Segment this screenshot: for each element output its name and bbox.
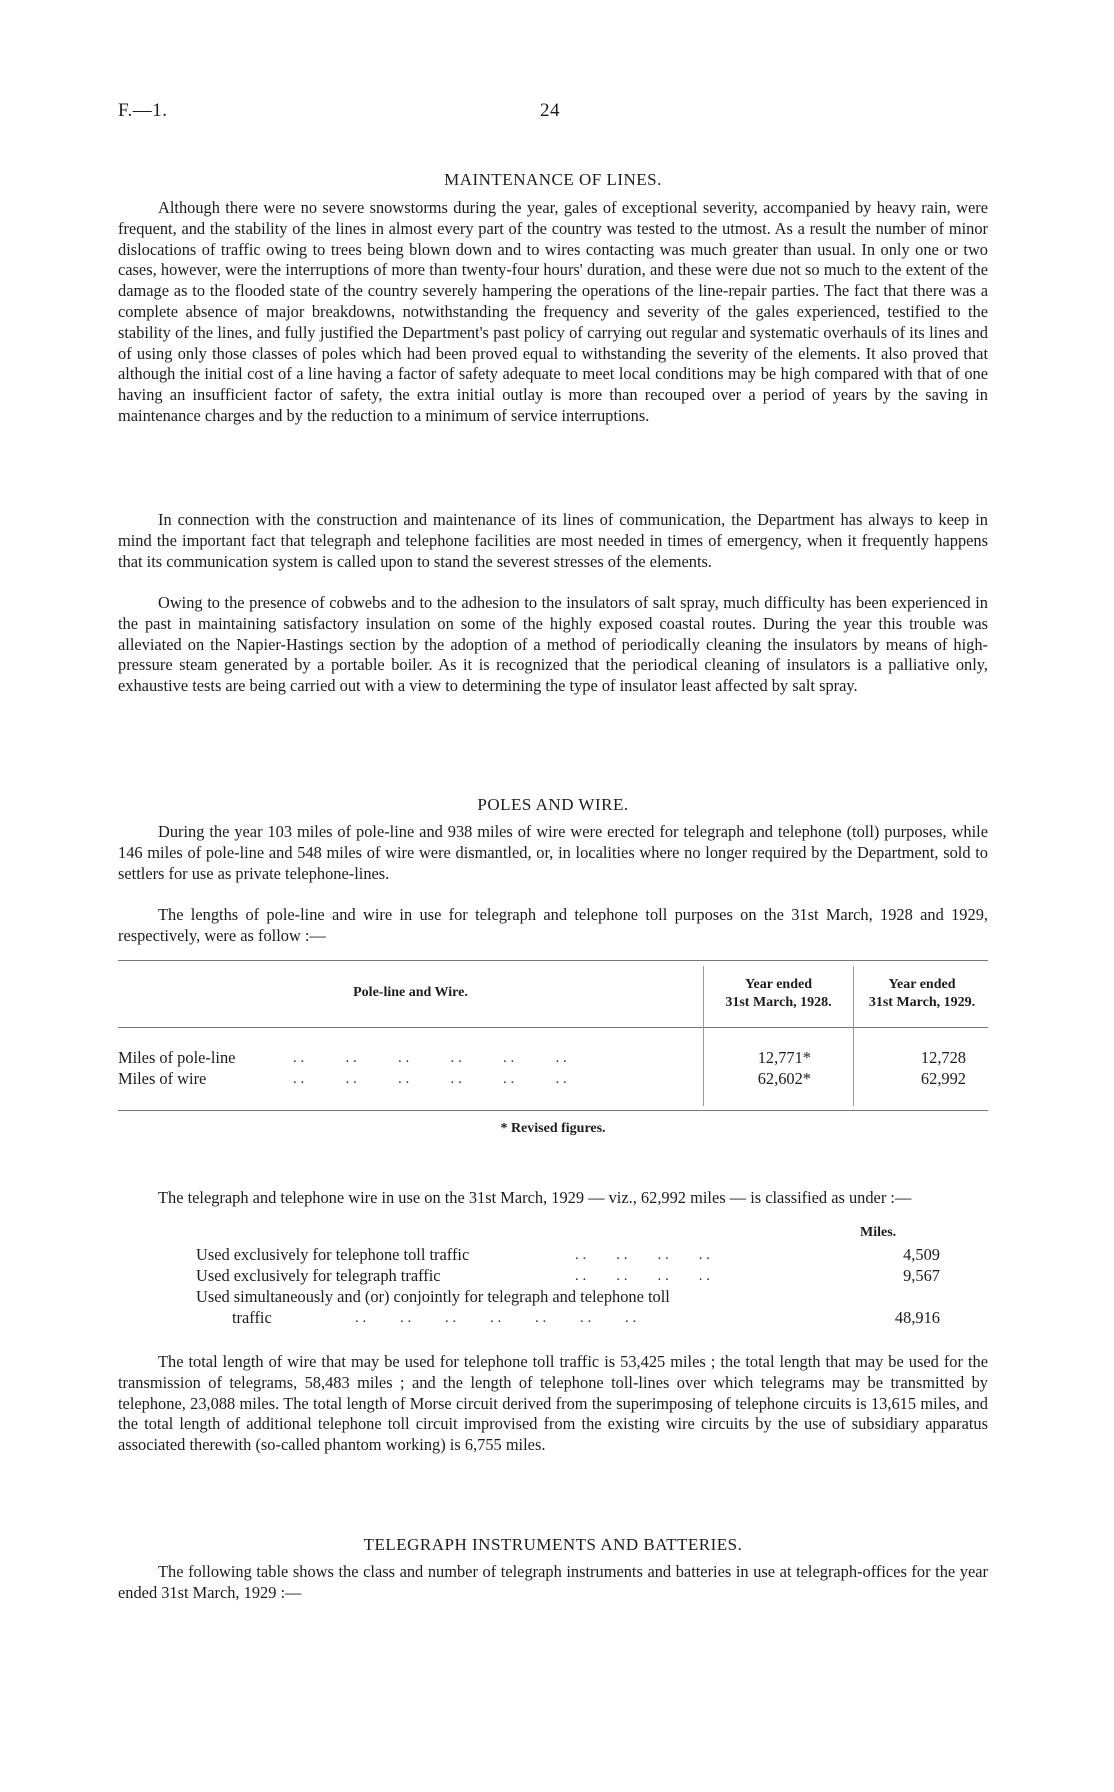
miles-column-header: Miles. bbox=[860, 1225, 897, 1240]
instruments-heading: TELEGRAPH INSTRUMENTS AND BATTERIES. bbox=[363, 1535, 743, 1554]
table-row-label: Miles of pole-line bbox=[118, 1048, 236, 1067]
poles-wire-table bbox=[118, 960, 988, 1120]
instruments-paragraph-1: The following table shows the class and number of telegraph instruments and batteries in use at telegraph-offices for the year ended 31st March, 1929 :— bbox=[118, 1562, 988, 1602]
poles-paragraph-4: The total length of wire that may be used for telephone toll traffic is 53,425 miles ; the total length that may be used for the transmission of telegrams, 58,483 miles ; and the length of telephone toll-lines over which telegrams may be transmitted by telephone, 23,088 miles. The total length of Morse circuit derived from the superimposing of telephone circuits is 13,615 miles, and the total length of additional telephone toll circuit improvised from the existing wire circuits by the use of subsidiary apparatus associated therewith (so-called phantom working) is 6,755 miles. bbox=[118, 1352, 988, 1455]
classification-item-label: Used exclusively for telephone toll traffic bbox=[196, 1245, 470, 1264]
maintenance-paragraph-2: In connection with the construction and maintenance of its lines of communication, the Department has always to keep in mind the important fact that telegraph and telephone facilities are most needed in times of emergency, when it frequently happens that its communication system is called upon to stand the severest stresses of the elements. bbox=[118, 510, 988, 571]
classification-item-label: Used simultaneously and (or) conjointly for telegraph and telephone toll bbox=[196, 1287, 670, 1306]
dot-leaders: . . . . . . . . . . . . bbox=[293, 1071, 567, 1087]
maintenance-heading: MAINTENANCE OF LINES. bbox=[444, 170, 662, 189]
poles-paragraph-3: The telegraph and telephone wire in use on the 31st March, 1929 — viz., 62,992 miles — is classified as under :— bbox=[158, 1188, 912, 1207]
header-1928-line2: 31st March, 1928. bbox=[725, 995, 832, 1010]
table-header-1928 bbox=[706, 976, 851, 1012]
classification-item-label: Used exclusively for telegraph traffic bbox=[196, 1266, 441, 1285]
table-footnote: * Revised figures. bbox=[500, 1121, 606, 1136]
table-cell-1929: 62,992 bbox=[920, 1069, 966, 1088]
classification-item-label-continued: traffic bbox=[232, 1308, 272, 1327]
poles-paragraph-1: During the year 103 miles of pole-line and 938 miles of wire were erected for telegraph and telephone (toll) purposes, while 146 miles of pole-line and 548 miles of wire were dismantled, or, in localities where no longer required by the Department, sold to settlers for use as private telephone-lines. bbox=[118, 822, 988, 883]
dot-leaders: . . . . . . . . . . . . bbox=[293, 1050, 567, 1066]
table-header-1929 bbox=[856, 976, 988, 1012]
classification-item-value: 4,509 bbox=[903, 1245, 940, 1264]
dot-leaders: . . . . . . . . . . . . . . bbox=[355, 1310, 637, 1326]
maintenance-paragraph-3: Owing to the presence of cobwebs and to the adhesion to the insulators of salt spray, much difficulty has been experienced in the past in maintaining satisfactory insulation on some of the highly exposed coastal routes. During the year this trouble was alleviated on the Napier-Hastings section by the adoption of a method of periodically cleaning the insulators by means of high-pressure steam generated by a portable boiler. As it is recognized that the periodical cleaning of insulators is a palliative only, exhaustive tests are being carried out with a view to determining the type of insulator least affected by salt spray. bbox=[118, 593, 988, 696]
table-top-rule bbox=[118, 960, 988, 961]
header-1928-line1: Year ended bbox=[744, 977, 813, 992]
header-1929-line1: Year ended bbox=[888, 977, 956, 992]
classification-item-value: 48,916 bbox=[894, 1308, 940, 1327]
table-header-rule bbox=[118, 1027, 988, 1028]
table-cell-1929: 12,728 bbox=[920, 1048, 966, 1067]
classification-item-value: 9,567 bbox=[903, 1266, 940, 1285]
table-column-divider bbox=[853, 966, 854, 1106]
table-row-label: Miles of wire bbox=[118, 1069, 207, 1088]
header-1929-line2: 31st March, 1929. bbox=[868, 995, 976, 1010]
document-reference: F.—1. bbox=[118, 100, 168, 121]
page-number: 24 bbox=[540, 100, 560, 121]
dot-leaders: . . . . . . . . bbox=[575, 1247, 710, 1263]
dot-leaders: . . . . . . . . bbox=[575, 1268, 710, 1284]
poles-paragraph-2: The lengths of pole-line and wire in use for telegraph and telephone toll purposes on the 31st March, 1928 and 1929, respectively, were as follow :— bbox=[118, 905, 988, 945]
poles-heading: POLES AND WIRE. bbox=[477, 795, 629, 814]
table-cell-1928: 62,602* bbox=[757, 1069, 811, 1088]
maintenance-paragraph-1: Although there were no severe snowstorms during the year, gales of exceptional severity, accompanied by heavy rain, were frequent, and the stability of the lines in almost every part of the country was tested to the utmost. As a result the number of minor dislocations of traffic owing to trees being blown down and to wires contacting was much greater than usual. In only one or two cases, however, were the interruptions of more than twenty-four hours' duration, and these were due not so much to the extent of the damage as to the flooded state of the country severely hampering the operations of the line-repair parties. The fact that there was a complete absence of major breakdowns, notwithstanding the frequency and severity of the gales experienced, testified to the stability of the lines, and fully justified the Department's past policy of carrying out regular and systematic overhauls of its lines and of using only those classes of poles which had been proved equal to withstanding the severity of the elements. It also proved that although the initial cost of a line having a factor of safety adequate to meet local conditions may be high compared with that of one having an insufficient factor of safety, the extra initial outlay is more than recouped over a period of years by the saving in maintenance charges and by the reduction to a minimum of service interruptions. bbox=[118, 198, 988, 425]
table-header-description: Pole-line and Wire. bbox=[353, 985, 468, 1000]
table-cell-1928: 12,771* bbox=[757, 1048, 811, 1067]
table-bottom-rule bbox=[118, 1110, 988, 1111]
